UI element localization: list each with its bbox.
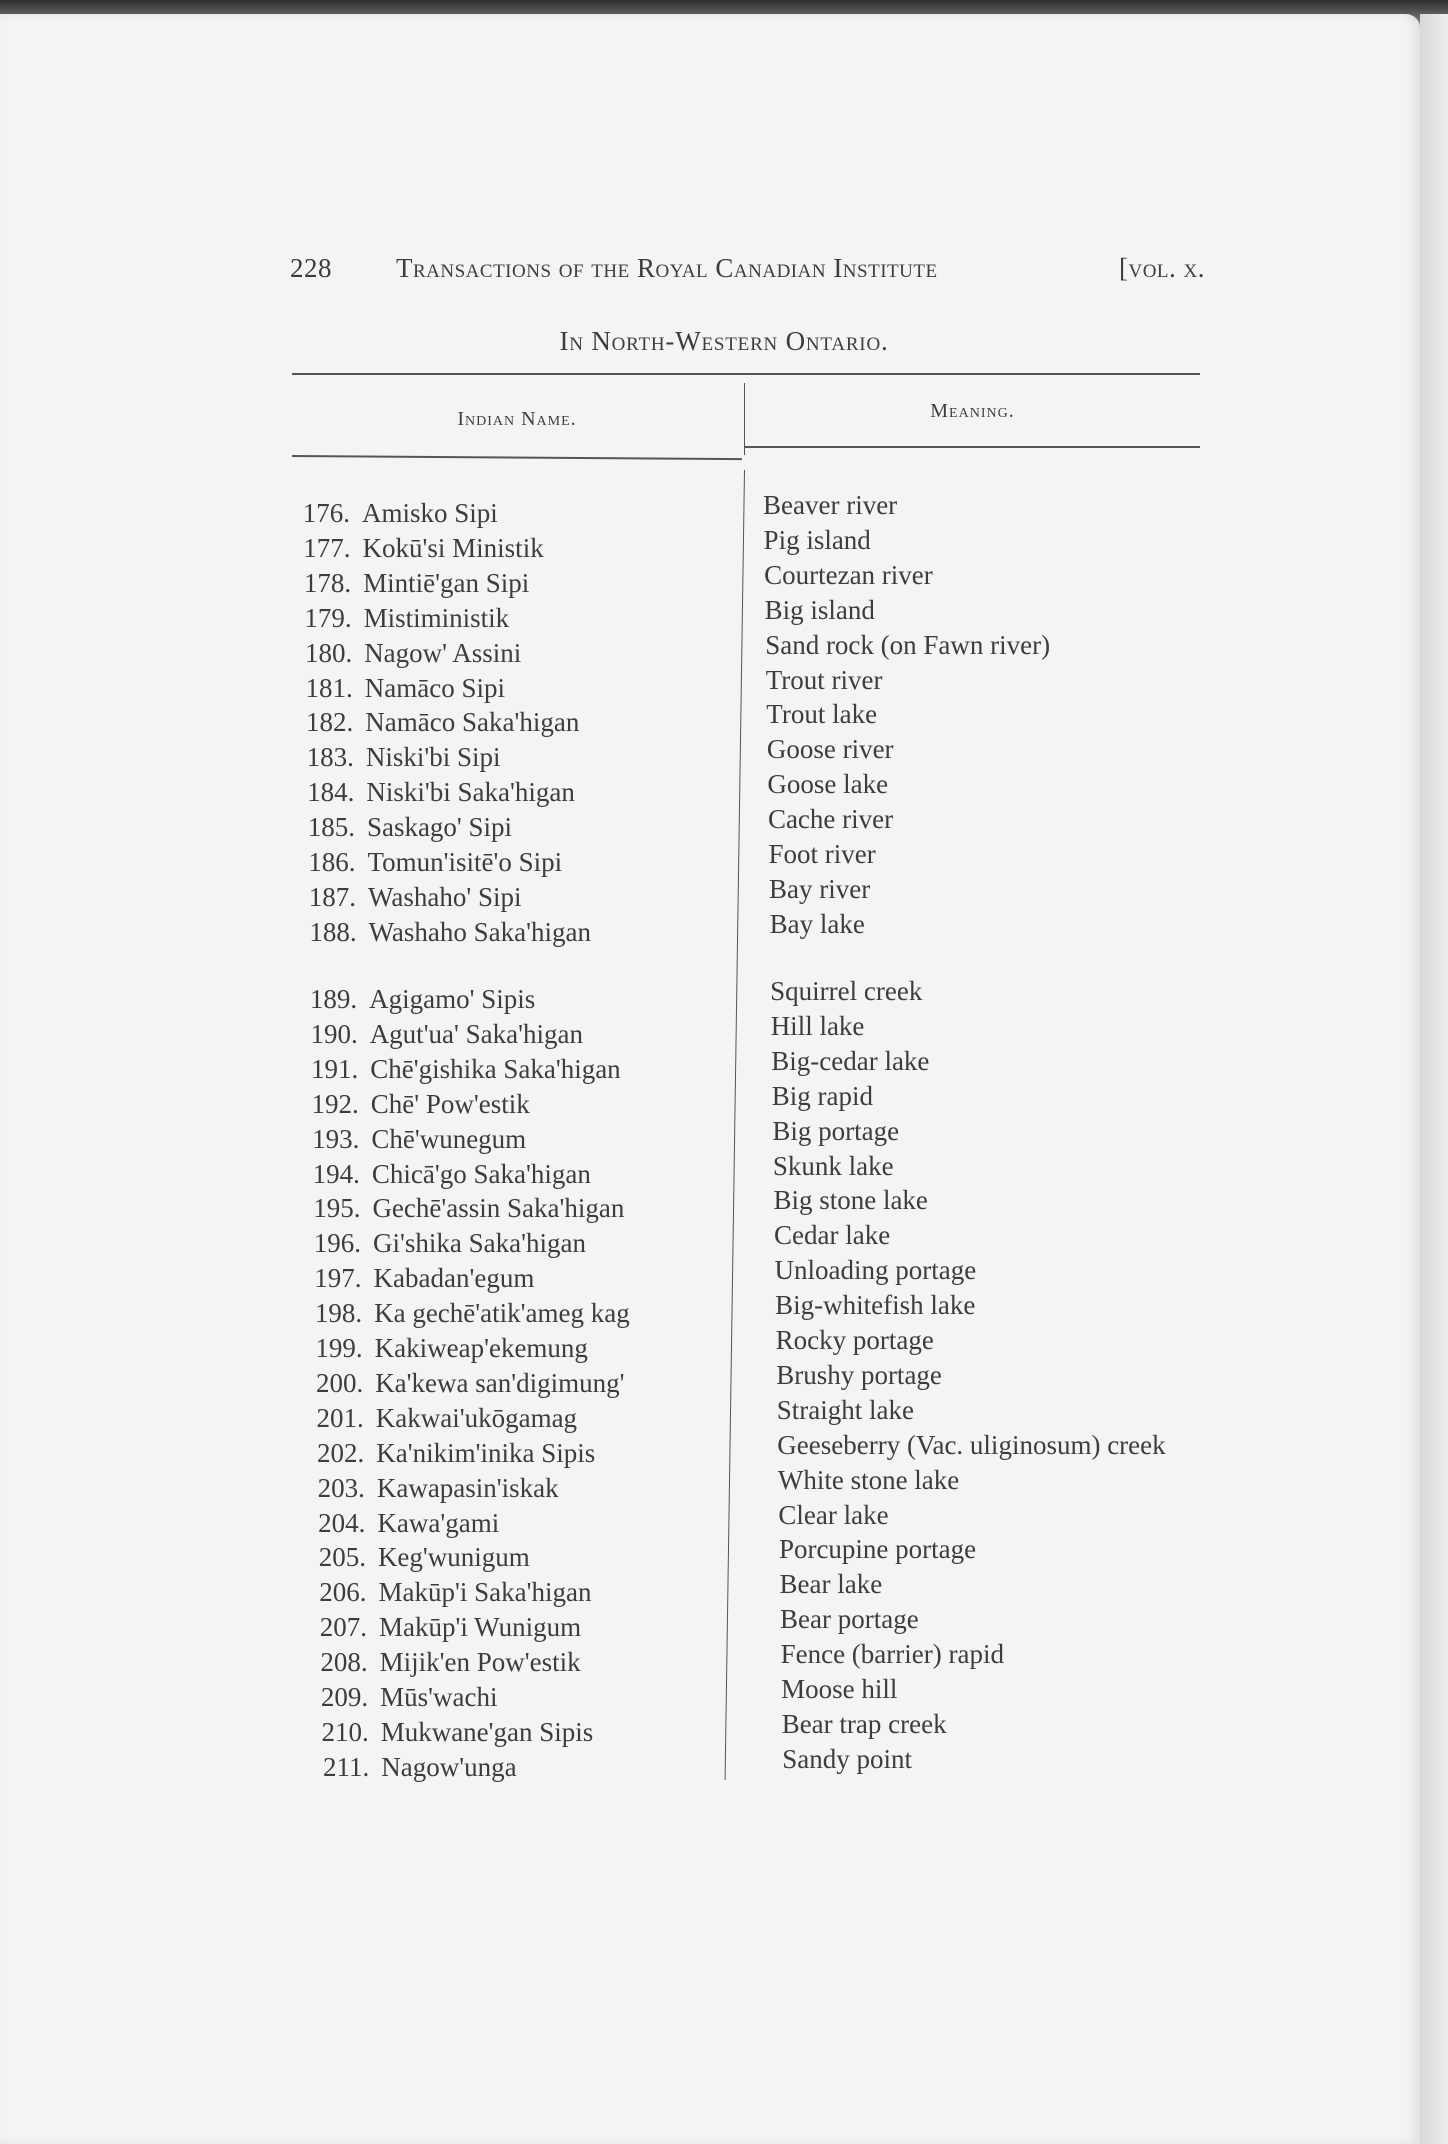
meaning-row: Trout river <box>765 664 883 695</box>
meaning-row: Bay lake <box>769 908 865 939</box>
meaning-row: Sandy point <box>782 1743 913 1774</box>
entry-number: 200. <box>315 1367 364 1398</box>
indian-name: Saskago' Sipi <box>366 812 513 843</box>
indian-name: Mistiministik <box>363 602 510 633</box>
meaning-row: Squirrel creek <box>770 976 923 1006</box>
meaning-row: Big stone lake <box>773 1185 928 1216</box>
name-row <box>292 496 498 530</box>
entry-number: 190. <box>310 1018 358 1049</box>
meaning-row: Big portage <box>772 1115 900 1146</box>
entry-number: 177. <box>303 532 351 563</box>
name-row <box>306 1401 577 1435</box>
column-header-name: Indian Name. <box>457 408 577 430</box>
meaning-row: Clear lake <box>778 1499 889 1530</box>
meaning-row: Big-cedar lake <box>771 1045 930 1076</box>
meaning-row: Porcupine portage <box>778 1534 977 1565</box>
meaning-row: Goose lake <box>767 769 889 800</box>
meaning-row: Foot river <box>768 839 876 869</box>
page-number: 228 <box>290 253 332 283</box>
indian-name: Mijik'en Pow'estik <box>379 1647 581 1678</box>
indian-name: Gechē'assin Saka'higan <box>372 1193 625 1224</box>
name-row <box>296 740 501 774</box>
name-row <box>307 1506 499 1540</box>
name-row <box>305 1366 624 1400</box>
meaning-row: Courtezan river <box>764 559 933 590</box>
meaning-row: Beaver river <box>763 490 898 520</box>
indian-name: Ka'nikim'inika Sipis <box>376 1437 596 1468</box>
entry-number: 189. <box>309 984 358 1014</box>
entry-number: 195. <box>313 1193 361 1224</box>
indian-name: Namāco Saka'higan <box>365 707 580 738</box>
name-row <box>299 982 535 1016</box>
name-row <box>305 1331 588 1365</box>
name-row <box>295 671 505 705</box>
indian-name: Mukwane'gan Sipis <box>380 1716 594 1747</box>
header-rule-right <box>745 446 1200 448</box>
entry-number: 207. <box>319 1612 368 1643</box>
indian-name: Kawapasin'iskak <box>376 1472 559 1503</box>
meaning-row: White stone lake <box>777 1464 960 1495</box>
indian-name: Kakiweap'ekemung <box>374 1333 588 1363</box>
running-header <box>290 253 1205 293</box>
entry-number: 205. <box>318 1542 366 1573</box>
meaning-row: Moose hill <box>781 1674 898 1704</box>
meaning-row: Big rapid <box>771 1080 874 1111</box>
entry-number: 180. <box>304 637 353 668</box>
name-row <box>298 845 563 879</box>
name-row <box>294 601 510 635</box>
entry-number: 206. <box>319 1577 367 1608</box>
indian-name: Nagow'unga <box>381 1751 517 1782</box>
indian-name: Kakwai'ukōgamag <box>375 1402 578 1433</box>
name-row <box>311 1715 594 1749</box>
entry-number: 199. <box>315 1333 363 1363</box>
name-row <box>302 1157 591 1191</box>
name-row <box>311 1750 516 1784</box>
entry-number: 179. <box>304 602 352 633</box>
indian-name: Washaho' Sipi <box>368 881 522 912</box>
name-row <box>309 1575 592 1609</box>
volume-label: [vol. x. <box>1118 253 1205 283</box>
indian-name: Kabadan'egum <box>373 1263 535 1294</box>
name-row <box>302 1191 624 1225</box>
indian-name: Chē' Pow'estik <box>370 1088 530 1119</box>
meaning-row: Bear portage <box>780 1604 919 1635</box>
indian-name: Chicā'go Saka'higan <box>371 1158 591 1189</box>
name-row <box>301 1087 530 1121</box>
indian-name: Nagow' Assini <box>364 637 522 668</box>
entry-number: 193. <box>312 1123 360 1154</box>
name-row <box>298 880 521 914</box>
indian-name: Chē'wunegum <box>371 1123 527 1154</box>
indian-name: Kokū'si Ministik <box>362 532 544 563</box>
entry-number: 198. <box>314 1298 363 1329</box>
indian-name: Keg'wunigum <box>377 1542 530 1573</box>
entry-number: 201. <box>316 1402 364 1433</box>
entry-number: 185. <box>307 812 355 843</box>
name-row <box>307 1471 559 1505</box>
meaning-row: Bay river <box>769 873 871 904</box>
meaning-row: Goose river <box>766 734 894 765</box>
name-row <box>300 1052 620 1086</box>
name-row <box>295 705 579 739</box>
entry-number: 181. <box>305 672 353 703</box>
name-row <box>310 1680 497 1714</box>
entry-number: 194. <box>312 1158 360 1189</box>
name-row <box>310 1645 581 1679</box>
entry-number: 191. <box>311 1053 359 1084</box>
name-row <box>294 636 521 670</box>
name-row <box>299 915 591 949</box>
indian-name: Niski'bi Saka'higan <box>366 777 575 808</box>
indian-name: Agigamo' Sipis <box>369 984 536 1014</box>
table-top-rule <box>292 373 1200 375</box>
indian-name: Makūp'i Wunigum <box>379 1612 582 1643</box>
meaning-row: Bear lake <box>779 1569 883 1600</box>
meaning-row: Sand rock (on Fawn river) <box>765 629 1051 660</box>
indian-name: Ka gechē'atik'ameg kag <box>374 1298 630 1329</box>
meaning-row: Fence (barrier) rapid <box>780 1639 1004 1670</box>
meaning-row: Straight lake <box>776 1394 914 1425</box>
meaning-row: Pig island <box>763 524 871 555</box>
entry-number: 187. <box>308 881 357 912</box>
entry-number: 178. <box>303 567 352 598</box>
name-row <box>303 1226 586 1260</box>
entry-number: 197. <box>314 1263 362 1294</box>
name-row <box>309 1610 581 1644</box>
name-row <box>301 1122 526 1156</box>
indian-name: Gi'shika Saka'higan <box>373 1228 586 1259</box>
entry-number: 196. <box>313 1228 361 1259</box>
indian-name: Washaho Saka'higan <box>368 916 591 947</box>
meaning-row: Unloading portage <box>774 1255 977 1286</box>
name-row <box>308 1540 530 1574</box>
indian-name: Niski'bi Sipi <box>365 742 501 773</box>
entry-number: 211. <box>323 1751 370 1782</box>
entry-number: 188. <box>309 916 357 947</box>
name-row <box>296 775 574 809</box>
journal-title: Transactions of the Royal Canadian Institute <box>396 253 938 283</box>
name-row <box>293 566 529 600</box>
indian-name: Mūs'wachi <box>380 1682 498 1712</box>
indian-name: Mintiē'gan Sipi <box>363 567 530 598</box>
entry-number: 186. <box>308 847 356 877</box>
entry-number: 210. <box>321 1716 369 1747</box>
meaning-row: Bear trap creek <box>781 1708 947 1739</box>
indian-name: Makūp'i Saka'higan <box>378 1577 592 1608</box>
name-row <box>300 1017 583 1051</box>
entry-number: 208. <box>320 1647 368 1678</box>
indian-name: Chē'gishika Saka'higan <box>370 1053 621 1084</box>
entry-number: 176. <box>302 498 350 528</box>
indian-name: Agut'ua' Saka'higan <box>369 1018 583 1049</box>
meaning-row: Geeseberry (Vac. uliginosum) creek <box>777 1429 1166 1460</box>
indian-name: Amisko Sipi <box>362 498 498 528</box>
entry-number: 192. <box>311 1088 359 1119</box>
meaning-row: Hill lake <box>770 1010 865 1041</box>
header-column-divider <box>744 383 745 455</box>
entry-number: 202. <box>317 1437 365 1468</box>
name-row <box>306 1436 595 1470</box>
meaning-row: Skunk lake <box>772 1150 894 1181</box>
meaning-row: Trout lake <box>766 699 878 730</box>
indian-name: Tomun'isitē'o Sipi <box>367 847 563 877</box>
entry-number: 209. <box>320 1682 369 1712</box>
entry-number: 182. <box>306 707 354 738</box>
meaning-row: Big island <box>764 594 875 625</box>
name-row <box>293 531 544 565</box>
indian-name: Namāco Sipi <box>364 672 505 703</box>
meaning-row: Big-whitefish lake <box>775 1290 976 1321</box>
entry-number: 203. <box>317 1472 365 1503</box>
meaning-row: Cache river <box>767 804 894 835</box>
entry-number: 184. <box>307 777 355 808</box>
name-row <box>304 1296 630 1330</box>
section-title: In North-Western Ontario. <box>559 326 889 356</box>
meaning-row: Rocky portage <box>775 1325 934 1355</box>
entry-number: 204. <box>318 1507 366 1538</box>
indian-name: Ka'kewa san'digimung' <box>375 1367 625 1398</box>
name-row <box>304 1261 535 1295</box>
indian-name: Kawa'gami <box>377 1507 500 1538</box>
column-header-meaning: Meaning. <box>930 400 1015 422</box>
meaning-row: Brushy portage <box>776 1359 942 1390</box>
meaning-row: Cedar lake <box>774 1220 891 1251</box>
entry-number: 183. <box>306 742 354 773</box>
name-row <box>297 810 512 844</box>
